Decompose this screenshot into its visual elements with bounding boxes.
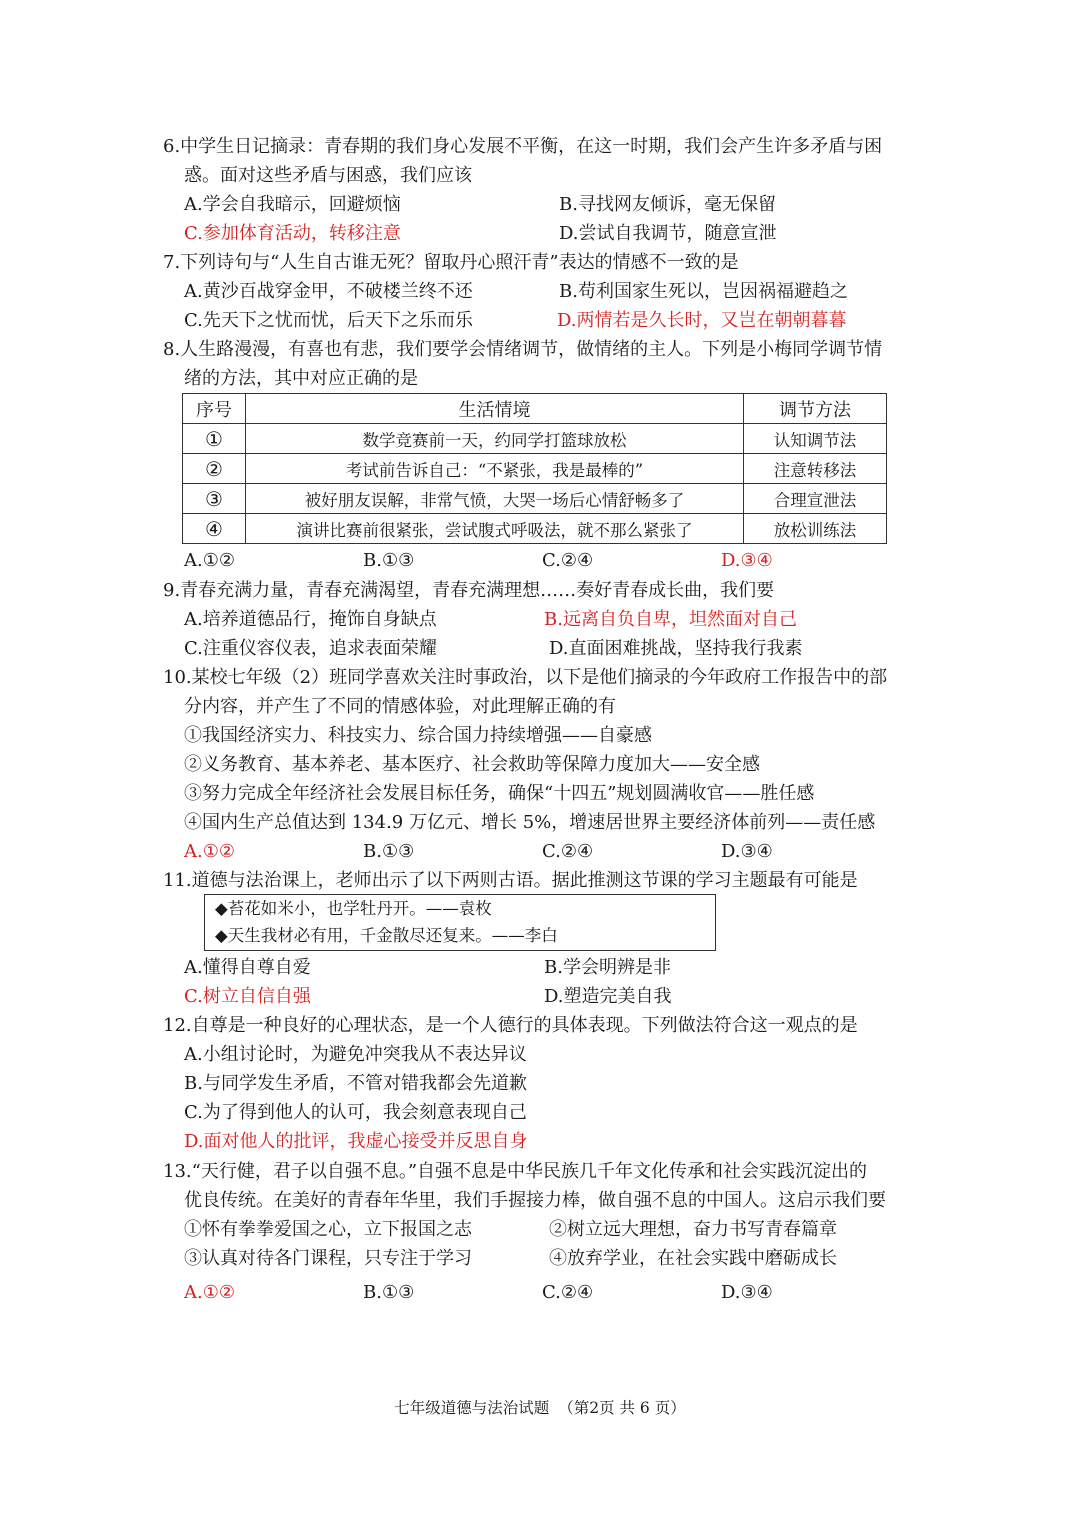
q11-stem: 11.道德与法治课上，老师出示了以下两则古语。据此推测这节课的学习主题最有可能是 — [163, 870, 858, 891]
q6-stem-line2: 惑。面对这些矛盾与困惑，我们应该 — [184, 165, 472, 186]
header-index: 序号 — [183, 394, 246, 424]
q8-stem-line1: 8.人生路漫漫，有喜也有悲，我们要学会情绪调节，做情绪的主人。下列是小梅同学调节情 — [163, 339, 883, 360]
table-row — [183, 514, 887, 544]
q10-stem-line2: 分内容，并产生了不同的情感体验，对此理解正确的有 — [184, 696, 616, 717]
q12-stem: 12.自尊是一种良好的心理状态，是一个人德行的具体表现。下列做法符合这一观点的是 — [163, 1015, 858, 1036]
q6-option-a: A.学会自我暗示，回避烦恼 — [184, 194, 401, 215]
q11-option-a: A.懂得自尊自爱 — [184, 957, 311, 978]
q9-option-b-answer: B.远离自负自卑，坦然面对自己 — [544, 609, 797, 630]
q8-stem-line2: 绪的方法，其中对应正确的是 — [184, 368, 418, 389]
q12-option-d-answer: D.面对他人的批评，我虚心接受并反思自身 — [184, 1131, 528, 1152]
q10-item-3: ③努力完成全年经济社会发展目标任务，确保“十四五”规划圆满收官——胜任感 — [184, 783, 815, 804]
q13-stem-line2: 优良传统。在美好的青春年华里，我们手握接力棒，做自强不息的中国人。这启示我们要 — [184, 1190, 886, 1211]
q8-option-a: A.①② — [184, 550, 235, 571]
row-index: ④ — [183, 514, 246, 544]
q10-item-1: ①我国经济实力、科技实力、综合国力持续增强——自豪感 — [184, 725, 652, 746]
q11-quote-2: ◆天生我材必有用，千金散尽还复来。——李白 — [215, 926, 558, 945]
q13-item-3: ③认真对待各门课程，只专注于学习 — [184, 1248, 472, 1269]
row-situation: 演讲比赛前很紧张，尝试腹式呼吸法，就不那么紧张了 — [246, 514, 744, 544]
q8-table-header — [183, 394, 887, 424]
footer-page-number: （第2页 共 6 页） — [558, 1399, 686, 1417]
q9-option-c: C.注重仪容仪表，追求表面荣耀 — [184, 638, 437, 659]
q9-stem: 9.青春充满力量，青春充满渴望，青春充满理想……奏好青春成长曲，我们要 — [163, 580, 775, 601]
q10-option-b: B.①③ — [363, 841, 415, 862]
header-situation: 生活情境 — [246, 394, 744, 424]
q8-option-c: C.②④ — [542, 550, 594, 571]
q6-option-d: D.尝试自我调节，随意宣泄 — [559, 223, 777, 244]
header-method: 调节方法 — [744, 394, 887, 424]
row-index: ① — [183, 424, 246, 454]
q10-option-c: C.②④ — [542, 841, 594, 862]
page-footer — [0, 1396, 1080, 1418]
q13-item-4: ④放弃学业，在社会实践中磨砺成长 — [549, 1248, 837, 1269]
q11-quote-box — [204, 894, 716, 951]
q7-option-b: B.苟利国家生死以，岂因祸福避趋之 — [559, 281, 848, 302]
row-situation: 考试前告诉自己：“不紧张，我是最棒的” — [246, 454, 744, 484]
table-row — [183, 484, 887, 514]
q9-option-d: D.直面困难挑战，坚持我行我素 — [549, 638, 803, 659]
q13-item-2: ②树立远大理想，奋力书写青春篇章 — [549, 1219, 837, 1240]
q7-option-d-answer: D.两情若是久长时，又岂在朝朝暮暮 — [557, 310, 847, 331]
q13-option-c: C.②④ — [542, 1282, 594, 1303]
q6-option-b: B.寻找网友倾诉，毫无保留 — [559, 194, 776, 215]
q13-option-b: B.①③ — [363, 1282, 415, 1303]
q8-option-b: B.①③ — [363, 550, 415, 571]
q6-option-c-answer: C.参加体育活动，转移注意 — [184, 223, 401, 244]
q10-option-a-answer: A.①② — [184, 841, 235, 862]
q13-option-a-answer: A.①② — [184, 1282, 235, 1303]
q13-item-1: ①怀有拳拳爱国之心，立下报国之志 — [184, 1219, 472, 1240]
q11-option-d: D.塑造完美自我 — [544, 986, 672, 1007]
q8-option-d-answer: D.③④ — [721, 550, 773, 571]
row-situation: 数学竞赛前一天，约同学打篮球放松 — [246, 424, 744, 454]
row-method: 合理宣泄法 — [744, 484, 887, 514]
row-situation: 被好朋友误解，非常气愤，大哭一场后心情舒畅多了 — [246, 484, 744, 514]
q6-stem-line1: 6.中学生日记摘录：青春期的我们身心发展不平衡，在这一时期，我们会产生许多矛盾与困 — [163, 136, 883, 157]
q12-option-c: C.为了得到他人的认可，我会刻意表现自己 — [184, 1102, 527, 1123]
q7-option-c: C.先天下之忧而忧，后天下之乐而乐 — [184, 310, 473, 331]
row-index: ② — [183, 454, 246, 484]
q10-item-4: ④国内生产总值达到 134.9 万亿元、增长 5%，增速居世界主要经济体前列——责任感 — [184, 812, 876, 833]
q7-stem: 7.下列诗句与“人生自古谁无死？留取丹心照汗青”表达的情感不一致的是 — [163, 252, 739, 273]
q12-option-b: B.与同学发生矛盾，不管对错我都会先道歉 — [184, 1073, 527, 1094]
q13-option-d: D.③④ — [721, 1282, 773, 1303]
q11-quote-1: ◆苔花如米小，也学牡丹开。——袁枚 — [215, 899, 492, 918]
q7-option-a: A.黄沙百战穿金甲，不破楼兰终不还 — [184, 281, 473, 302]
row-method: 认知调节法 — [744, 424, 887, 454]
q8-table — [182, 393, 887, 544]
q10-stem-line1: 10.某校七年级（2）班同学喜欢关注时事政治，以下是他们摘录的今年政府工作报告中的部 — [163, 667, 888, 688]
row-method: 放松训练法 — [744, 514, 887, 544]
q9-option-a: A.培养道德品行，掩饰自身缺点 — [184, 609, 437, 630]
q12-option-a: A.小组讨论时，为避免冲突我从不表达异议 — [184, 1044, 527, 1065]
footer-title: 七年级道德与法治试题 — [394, 1399, 550, 1417]
q13-stem-line1: 13.“天行健，君子以自强不息。”自强不息是中华民族几千年文化传承和社会实践沉淀出的 — [163, 1161, 868, 1182]
row-method: 注意转移法 — [744, 454, 887, 484]
row-index: ③ — [183, 484, 246, 514]
q11-option-b: B.学会明辨是非 — [544, 957, 671, 978]
q10-item-2: ②义务教育、基本养老、基本医疗、社会救助等保障力度加大——安全感 — [184, 754, 760, 775]
table-row — [183, 454, 887, 484]
q11-option-c-answer: C.树立自信自强 — [184, 986, 311, 1007]
q10-option-d: D.③④ — [721, 841, 773, 862]
table-row — [183, 424, 887, 454]
